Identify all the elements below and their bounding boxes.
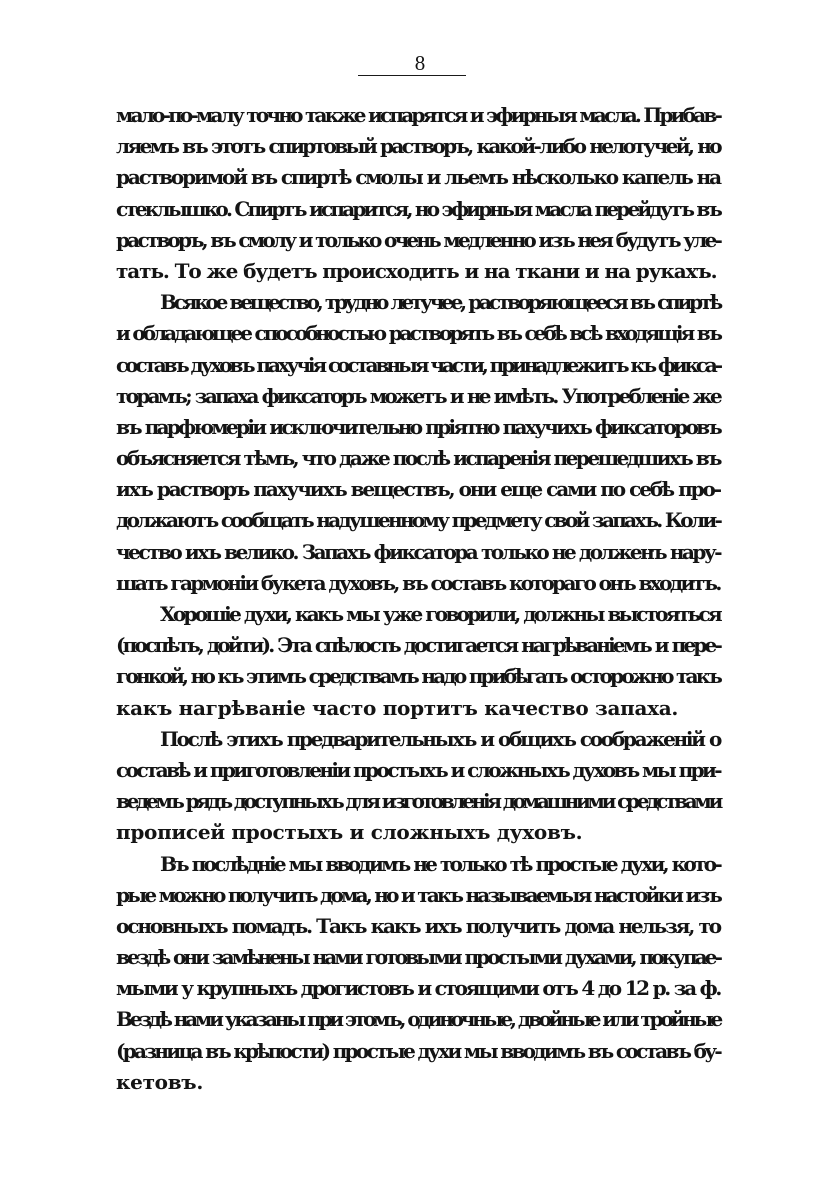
text-line: растворъ, въ смолу и только очень медленно изъ нея будутъ уле- xyxy=(116,227,720,252)
text-line: Въ послѣдніе мы вводимъ не только тѣ простые духи, кото- xyxy=(160,851,720,876)
text-line: рые можно получить дома, но и такъ называемыя настойки изъ xyxy=(116,882,720,907)
text-line: шать гармоніи букета духовъ, въ составъ котораго онъ входитъ. xyxy=(116,570,720,595)
text-line: торамъ; запаха фиксаторъ можетъ и не имѣть. Употребленіе же xyxy=(116,383,720,408)
text-line: основныхъ помадъ. Такъ какъ ихъ получить дома нельзя, то xyxy=(116,913,720,938)
text-line: составъ духовъ пахучія составныя части, принадлежитъ къ фикса- xyxy=(116,352,720,377)
text-line: объясняется тѣмъ, что даже послѣ испаренія перешедшихъ въ xyxy=(116,446,720,471)
text-line: растворимой въ спиртѣ смолы и льемъ нѣсколько капель на xyxy=(116,165,720,190)
text-line: Хорошіе духи, какъ мы уже говорили, должны выстояться xyxy=(160,602,720,626)
text-line: кетовъ. xyxy=(116,1069,204,1094)
text-line: чество ихъ велико. Запахъ фиксатора только не долженъ нару- xyxy=(116,539,720,564)
text-line: вездѣ они замѣнены нами готовыми простыми духами, покупае- xyxy=(116,945,720,970)
text-line: прописей простыхъ и сложныхъ духовъ. xyxy=(116,820,583,845)
text-line: ляемъ въ этотъ спиртовый растворъ, какой-либо нелотучей, но xyxy=(116,134,720,159)
text-line: въ парфюмеріи исключительно пріятно пахучихъ фиксаторовъ xyxy=(116,414,720,439)
text-line: ведемъ рядъ доступныхъ для изготовленія домашними средствами xyxy=(116,789,720,814)
page-number: 8 xyxy=(414,51,426,75)
text-line: Послѣ этихъ предварительныхъ и общихъ соображеній о xyxy=(160,726,720,751)
text-line: Вездѣ нами указаны при этомъ, одиночные, двойные или тройные xyxy=(116,1007,720,1032)
text-line: и обладающее способностью растворять въ себѣ всѣ входящія въ xyxy=(116,321,720,346)
text-line: гонкой, но къ этимъ средствамъ надо прибѣгать осторожно такъ xyxy=(116,664,720,689)
text-line: какъ нагрѣваніе часто портитъ качество запаха. xyxy=(116,695,679,720)
text-line: мыми у крупныхъ дрогистовъ и стоящими отъ 4 до 12 р. за ф. xyxy=(116,976,720,1001)
text-line: ихъ растворъ пахучихъ веществъ, они еще сами по себѣ про- xyxy=(116,477,720,502)
text-line: Всякое вещество, трудно летучее, растворяющееся въ спиртѣ xyxy=(160,290,720,315)
text-line: (поспѣть, дойти). Эта спѣлость достигается нагрѣваніемъ и пере- xyxy=(116,633,720,658)
header-rule xyxy=(358,75,466,76)
text-line: (разница въ крѣпости) простые духи мы вводимъ въ составъ бу- xyxy=(116,1038,720,1063)
text-line: должаютъ сообщать надушенному предмету свой запахъ. Коли- xyxy=(116,508,721,533)
text-line: тать. То же будетъ происходить и на ткани и на рукахъ. xyxy=(116,258,717,283)
text-line: составѣ и приготовленіи простыхъ и сложныхъ духовъ мы при- xyxy=(116,757,720,782)
body-text xyxy=(116,100,720,1098)
text-line: стеклышко. Спиртъ испарится, но эфирныя масла перейдутъ въ xyxy=(116,196,720,221)
text-line: мало-по-малу точно также испарятся и эфирныя масла. Прибав- xyxy=(116,103,720,127)
